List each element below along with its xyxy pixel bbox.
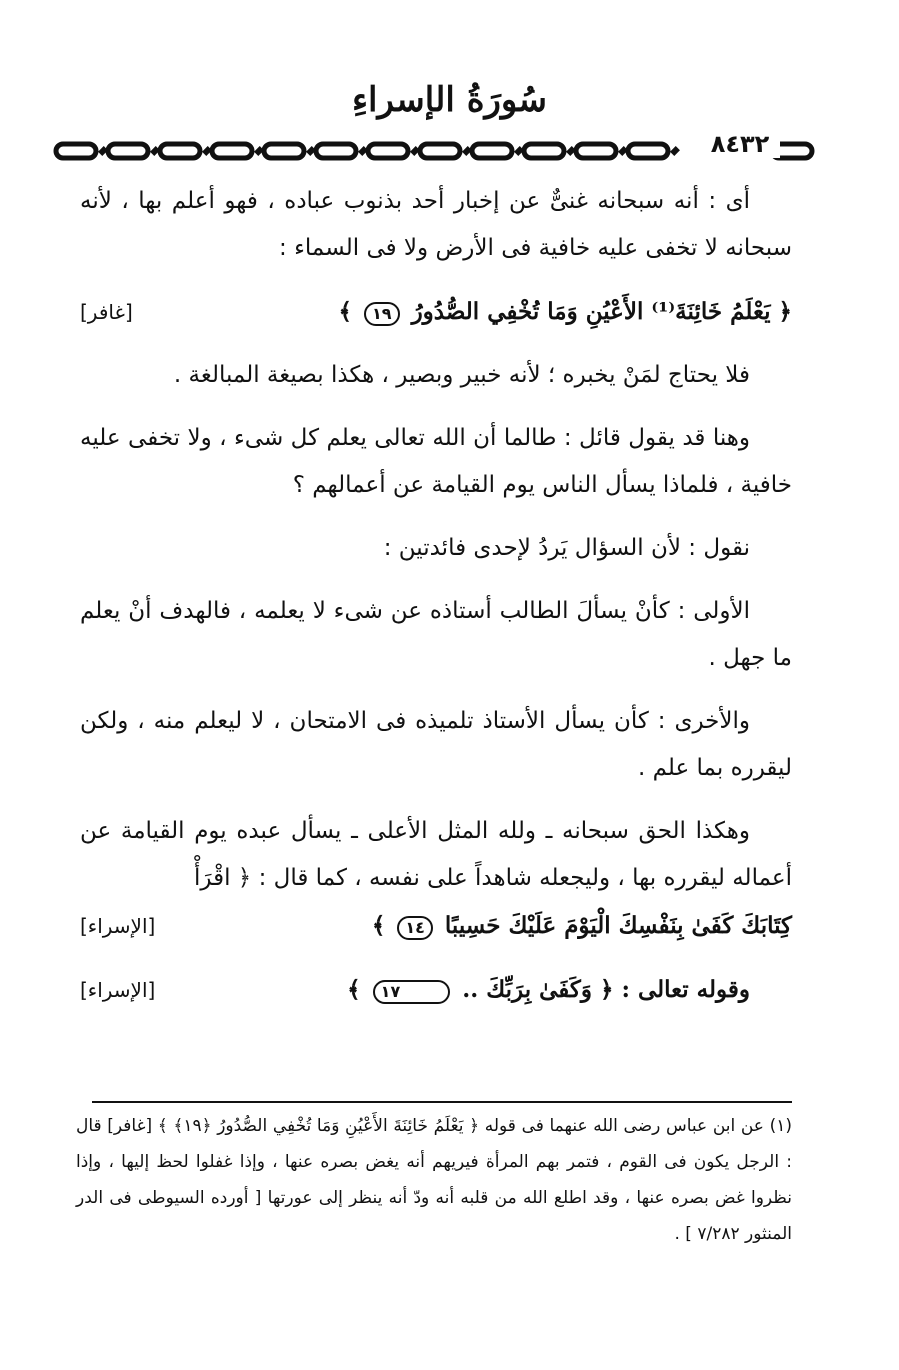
- verse-close-bracket: ﴾: [338, 298, 352, 325]
- sura-reference: [غافر]: [80, 300, 133, 324]
- ayah-number-badge: ١٩: [364, 302, 400, 326]
- quran-verse: [339, 288, 792, 335]
- sura-title: سُورَةُ الإسراءِ: [352, 80, 547, 120]
- verse-line: [80, 966, 792, 1014]
- paragraph: فلا يحتاج لمَنْ يخبره ؛ لأنه خبير وبصير ، هكذا بصيغة المبالغة .: [173, 362, 750, 388]
- verse-text: ﴿ يَعْلَمُ خَائِنَةَ⁽¹⁾ الأَعْيُنِ وَمَا تُخْفِي الصُّدُورُ: [411, 298, 792, 325]
- ayah-number-badge: ١٤: [397, 916, 433, 940]
- verse-text: وقوله تعالى : ﴿ وَكَفَىٰ بِرَبِّكَ ..: [462, 976, 750, 1003]
- verse-close-bracket: ﴾: [371, 912, 386, 939]
- footnote: [76, 1108, 792, 1252]
- paragraph: نقول : لأن السؤال يَردُ لإحدى فائدتين :: [383, 535, 750, 561]
- page-number: ٨٤٣٢: [700, 130, 780, 158]
- sura-reference: [الإسراء]: [80, 914, 156, 938]
- paragraph: أى : أنه سبحانه غنىٌّ عن إخبار أحد بذنوب عباده ، فهو أعلم بها ، لأنه سبحانه لا تخفى عليه خافية فى الأرض ولا فى السماء :: [80, 188, 792, 261]
- verse-line: [80, 288, 792, 336]
- ayah-number-badge: ١٧: [373, 980, 451, 1004]
- verse-text: كِتَابَكَ كَفَىٰ بِنَفْسِكَ الْيَوْمَ عَلَيْكَ حَسِيبًا: [444, 912, 792, 939]
- footnote-text: (١) عن ابن عباس رضى الله عنهما فى قوله ﴿ يَعْلَمُ خَائِنَةَ الأَعْيُنِ وَمَا تُخْفِي الصُّدُورُ ﴿١٩﴾ ﴾ [غافر] قال : الرجل يكون فى القوم ، فتمر بهم المرأة فيريهم أنه يغض بصره عنها ، وإذا غفلوا لحظ إليها ، وإذا نظروا غض بصره عنها ، وقد اطلع الله من قلبه أنه ودّ أنه ينظر إلى عورتها [ أورده السيوطى فى الدر المنثور ٧/٢٨٢ ] .: [76, 1116, 792, 1244]
- paragraph: الأولى : كأنْ يسألَ الطالب أستاذه عن شىء لا يعلمه ، فالهدف أنْ يعلم ما جهل .: [80, 598, 792, 671]
- verse-line: [80, 902, 792, 950]
- sura-reference: [الإسراء]: [80, 978, 156, 1002]
- verse-close-bracket: ﴾: [347, 976, 361, 1003]
- paragraph: والأخرى : كأن يسأل الأستاذ تلميذه فى الامتحان ، لا ليعلم منه ، ولكن ليقرره بما علم .: [80, 708, 792, 781]
- footnote-divider: [92, 1101, 792, 1103]
- paragraph: وهنا قد يقول قائل : طالما أن الله تعالى يعلم كل شىء ، ولا تخفى عليه خافية ، فلماذا يسأل الناس يوم القيامة عن أعمالهم ؟: [80, 425, 792, 498]
- quran-verse: [372, 902, 792, 949]
- main-text: [80, 178, 792, 1030]
- paragraph: وهكذا الحق سبحانه ـ ولله المثل الأعلى ـ يسأل عبده يوم القيامة عن أعماله ليقرره بها ، وليجعله شاهداً على نفسه ، كما قال : ﴿ اقْرَأْ: [80, 818, 792, 891]
- quran-verse: [347, 966, 792, 1013]
